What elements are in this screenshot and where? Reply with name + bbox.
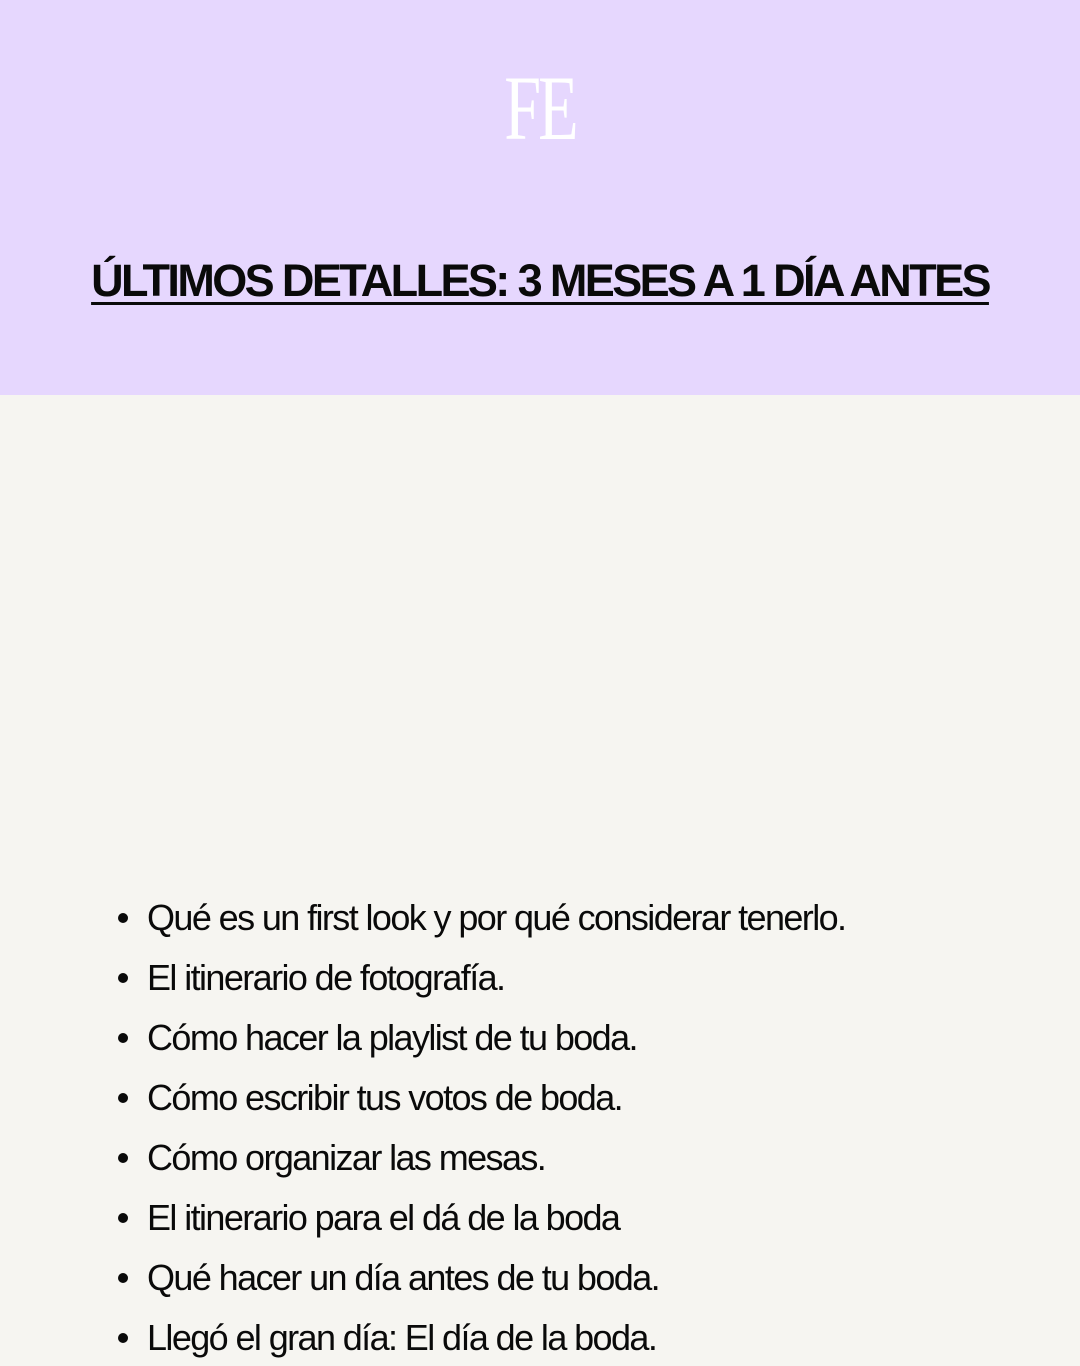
list-item-text: Qué es un first look y por qué considerar tenerlo. — [147, 897, 846, 938]
bullet-icon — [118, 1093, 128, 1103]
bullet-icon — [118, 973, 128, 983]
header-banner — [0, 0, 1080, 395]
list-item-text: Cómo escribir tus votos de boda. — [147, 1077, 623, 1118]
bullet-icon — [118, 913, 128, 923]
bullet-icon — [118, 1273, 128, 1283]
list-item-text: Qué hacer un día antes de tu boda. — [147, 1257, 660, 1298]
list-item-text: Llegó el gran día: El día de la boda. — [147, 1317, 657, 1358]
bullet-icon — [118, 1333, 128, 1343]
list-item-text: El itinerario de fotografía. — [147, 957, 505, 998]
content-area — [0, 395, 1080, 1358]
bullet-icon — [118, 1153, 128, 1163]
list-item — [118, 1250, 659, 1306]
brand-logo: FE — [504, 57, 576, 159]
list-item — [118, 1310, 656, 1366]
list-item — [118, 1070, 622, 1126]
page-title: ÚLTIMOS DETALLES: 3 MESES A 1 DÍA ANTES — [91, 255, 989, 306]
list-item — [118, 1130, 545, 1186]
list-item — [118, 1010, 637, 1066]
list-item — [118, 890, 845, 946]
bullet-icon — [118, 1033, 128, 1043]
bullet-icon — [118, 1213, 128, 1223]
list-item — [118, 950, 504, 1006]
list-item-text: Cómo organizar las mesas. — [147, 1137, 546, 1178]
list-item-text: Cómo hacer la playlist de tu boda. — [147, 1017, 637, 1058]
list-item — [118, 1190, 619, 1246]
list-item-text: El itinerario para el dá de la boda — [147, 1197, 620, 1238]
